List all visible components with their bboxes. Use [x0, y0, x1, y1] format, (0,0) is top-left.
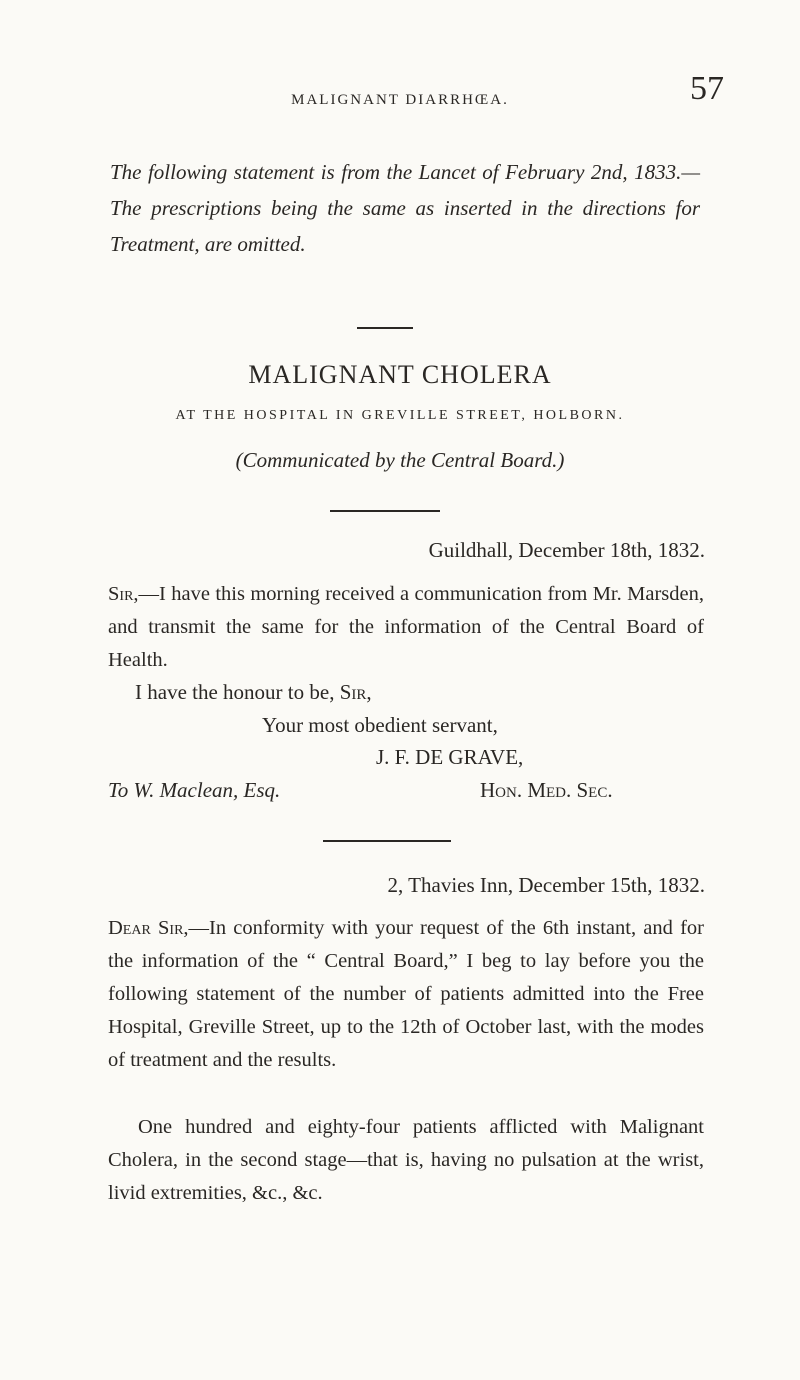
article-title: MALIGNANT CHOLERA [248, 360, 552, 389]
section-divider [357, 327, 413, 329]
letter-salutation: Sir, [108, 583, 139, 605]
letter-dateline: 2, Thavies Inn, December 15th, 1832. [387, 873, 705, 897]
letter-closing [135, 680, 372, 705]
letter-closing-servant: Your most obedient servant, [262, 713, 498, 737]
letter-addressee: To W. Maclean, Esq. [108, 778, 281, 802]
section-divider [323, 840, 451, 842]
signatory-title: Hon. Med. Sec. [480, 778, 613, 802]
letter-body-text: —I have this morning received a communication from Mr. Marsden, and transmit the same for the information of the Central Board of Health. [108, 583, 704, 671]
article-attribution: (Communicated by the Central Board.) [235, 448, 565, 472]
letter-signature: J. F. DE GRAVE, [376, 745, 524, 769]
running-head: MALIGNANT DIARRHŒA. [291, 92, 509, 108]
letter-closing-sir: Sir, [339, 680, 372, 704]
article-subtitle: AT THE HOSPITAL IN GREVILLE STREET, HOLBORN. [175, 408, 625, 423]
letter-paragraph [108, 1111, 704, 1210]
section-divider [330, 510, 440, 512]
letter-body [108, 912, 704, 1077]
letter-paragraph-text: One hundred and eighty-four patients afflicted with Malignant Cholera, in the second stage—that is, having no pulsation at the wrist, livid extremities, &c., &c. [108, 1116, 704, 1204]
letter-salutation: Dear Sir, [108, 917, 189, 939]
letter-body-text: —In conformity with your request of the 6th instant, and for the information of the “ Central Board,” I beg to lay before you the following statement of the number of patients admitted into the Free Hospital, Greville Street, up to the 12th of October last, with the modes of treatment and the results. [108, 917, 704, 1071]
letter-body [108, 578, 704, 677]
intro-paragraph: The following statement is from the Lancet of February 2nd, 1833.—The prescriptions being the same as inserted in the directions for Treatment, are omitted. [110, 160, 700, 256]
page-number: 57 [690, 70, 724, 107]
letter-dateline: Guildhall, December 18th, 1832. [428, 538, 705, 562]
letter-closing-text: I have the honour to be, [135, 680, 340, 704]
